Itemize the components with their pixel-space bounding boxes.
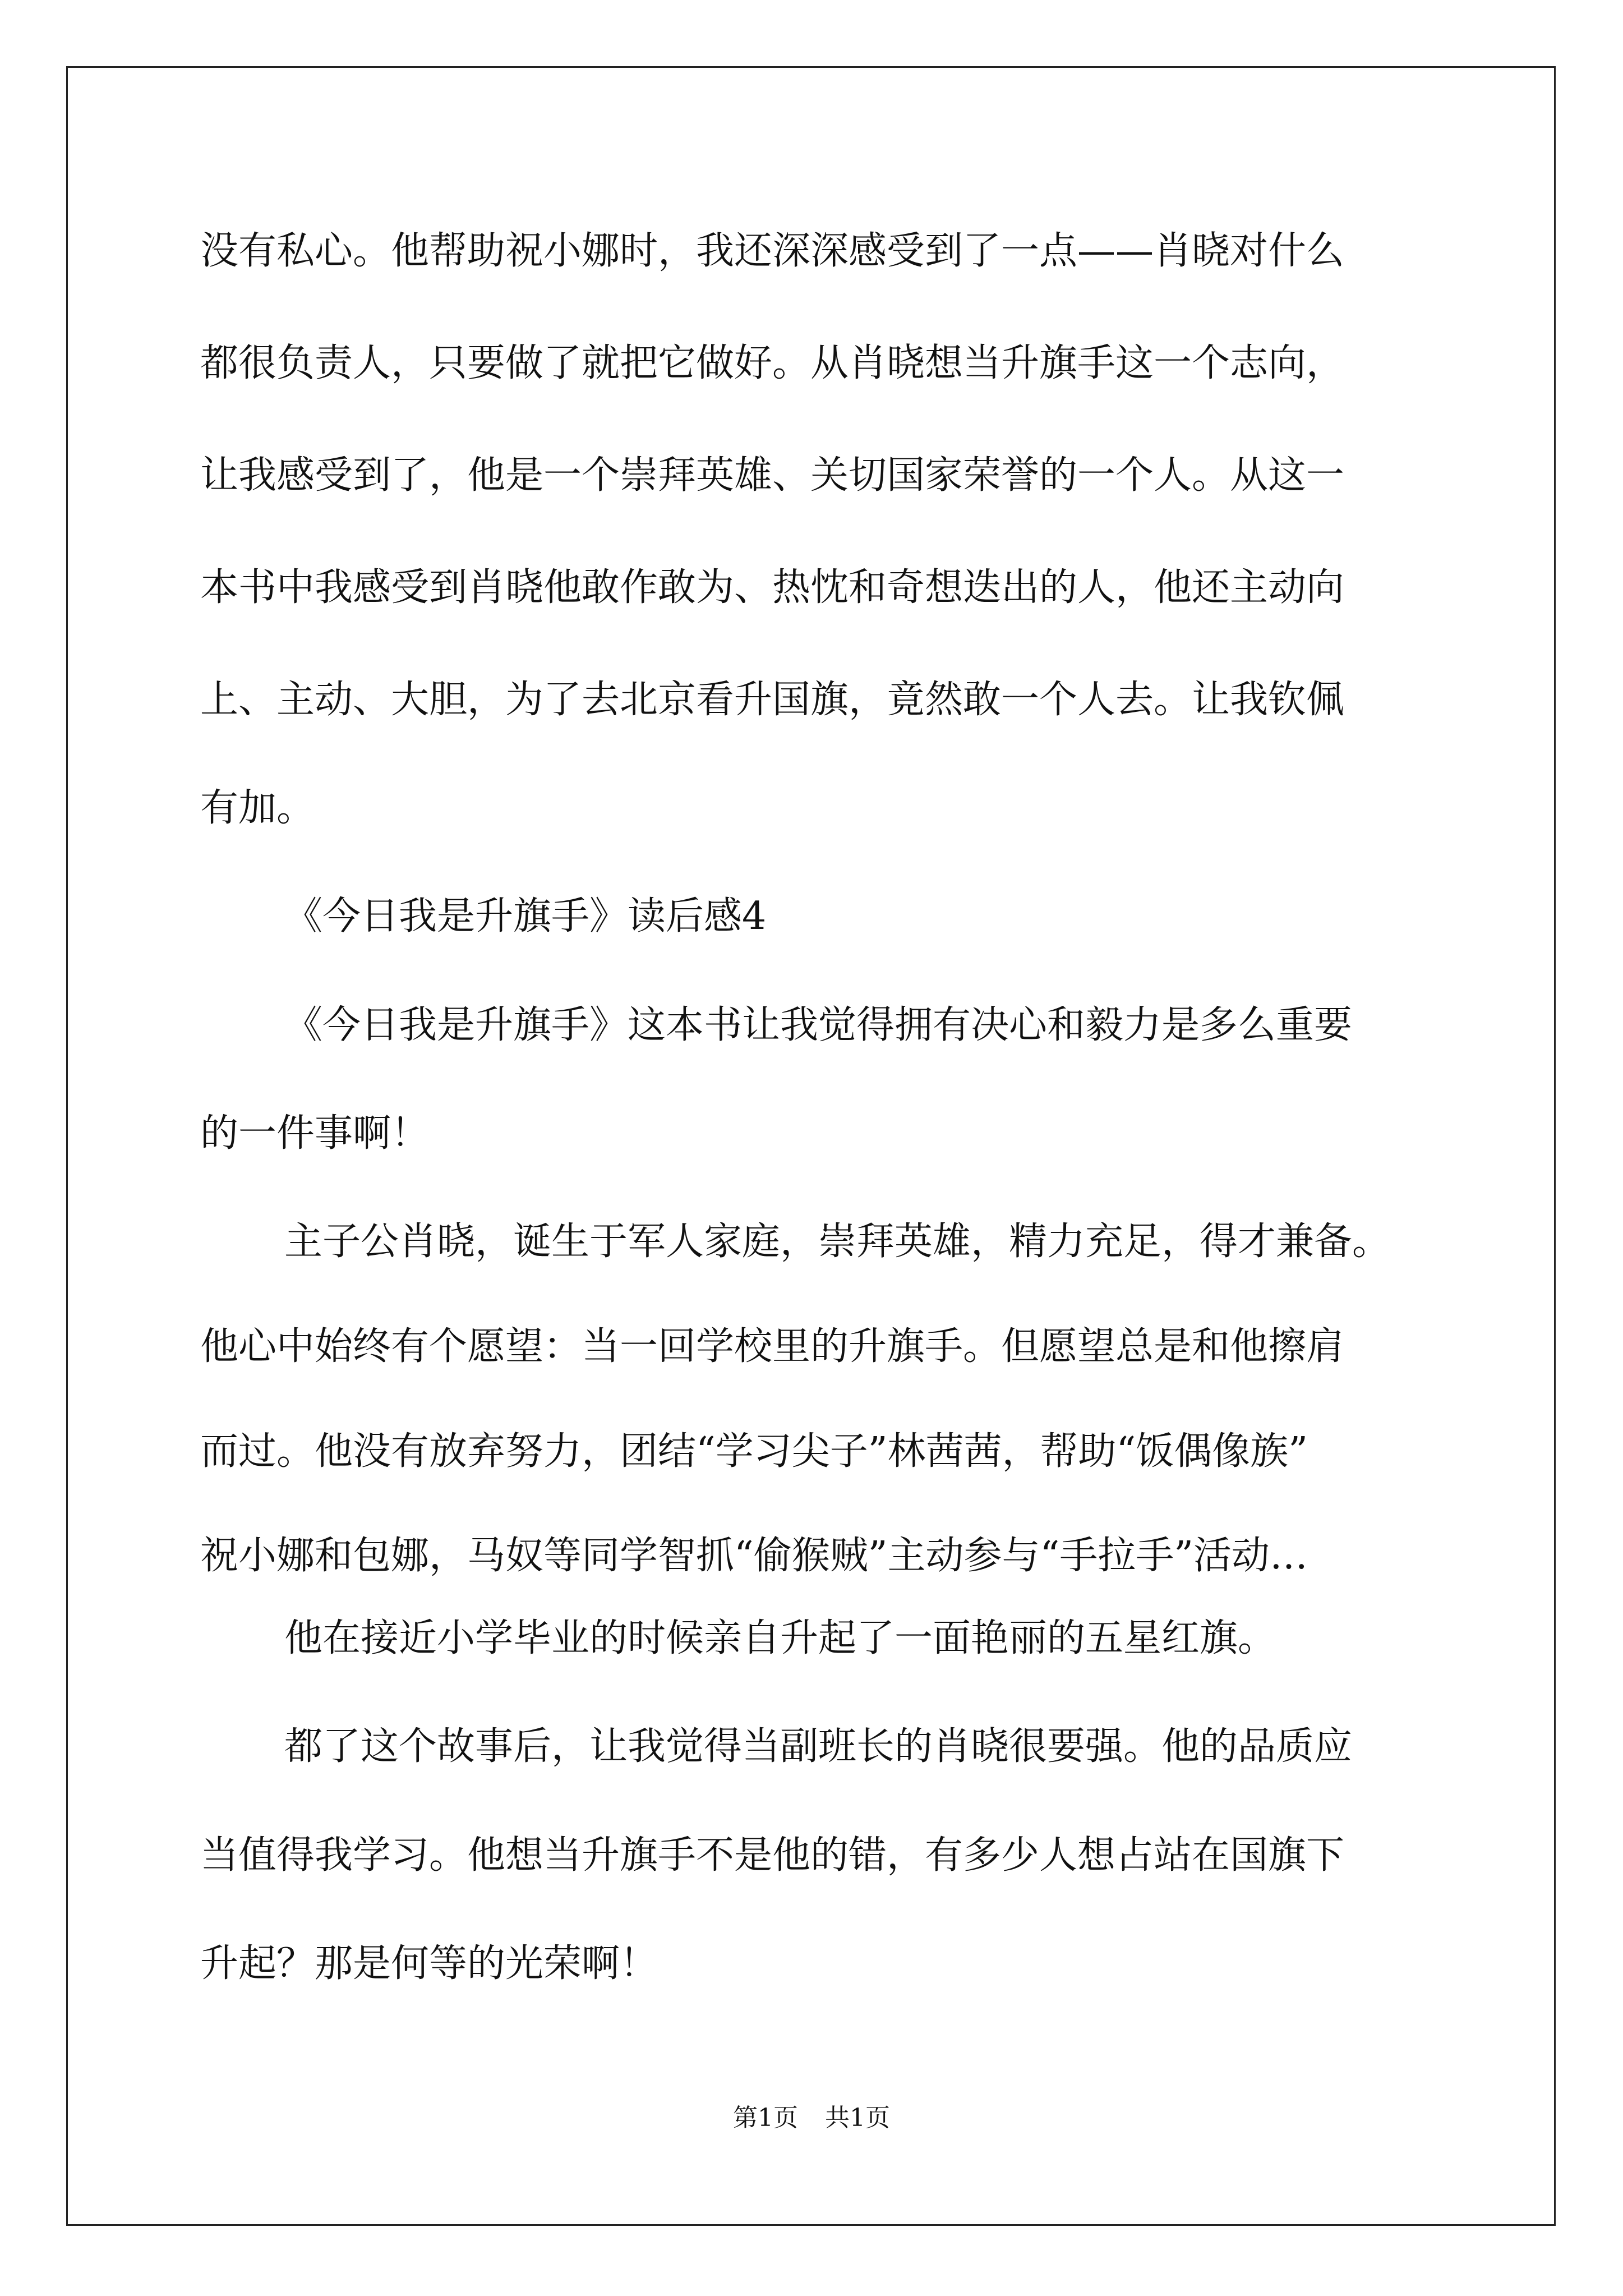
text-line: 祝小娜和包娜，马奴等同学智抓“偷猴贼”主动参与“手拉手”活动… [200,1534,1308,1578]
section-heading: 《今日我是升旗手》读后感4 [284,894,767,938]
text-line: 当值得我学习。他想当升旗手不是他的错，有多少人想占站在国旗下 [200,1833,1345,1878]
text-line: 升起？那是何等的光荣啊！ [200,1941,658,1986]
page-total: 共1页 [825,2104,890,2132]
text-line: 都很负责人，只要做了就把它做好。从肖晓想当升旗手这一个志向， [200,341,1345,385]
text-line: 都了这个故事后，让我觉得当副班长的肖晓很要强。他的品质应 [284,1724,1353,1769]
text-line: 有加。 [200,786,315,830]
text-line: 《今日我是升旗手》这本书让我觉得拥有决心和毅力是多么重要 [284,1003,1353,1047]
page-footer [0,2101,1623,2135]
text-line: 没有私心。他帮助祝小娜时，我还深深感受到了一点——肖晓对什么 [200,229,1345,273]
text-line: 本书中我感受到肖晓他敢作敢为、热忱和奇想迭出的人，他还主动向 [200,565,1345,610]
text-line: 他心中始终有个愿望：当一回学校里的升旗手。但愿望总是和他擦肩 [200,1324,1345,1369]
page-number: 第1页 [733,2104,798,2132]
text-line: 而过。他没有放弃努力，团结“学习尖子”林茜茜，帮助“饭偶像族” [200,1429,1308,1474]
text-line: 上、主动、大胆，为了去北京看升国旗，竟然敢一个人去。让我钦佩 [200,678,1345,722]
text-line: 让我感受到了，他是一个崇拜英雄、关切国家荣誉的一个人。从这一 [200,453,1345,498]
text-line: 主子公肖晓，诞生于军人家庭，崇拜英雄，精力充足，得才兼备。 [284,1220,1391,1264]
text-line: 他在接近小学毕业的时候亲自升起了一面艳丽的五星红旗。 [284,1616,1276,1660]
text-line: 的一件事啊！ [200,1111,430,1156]
